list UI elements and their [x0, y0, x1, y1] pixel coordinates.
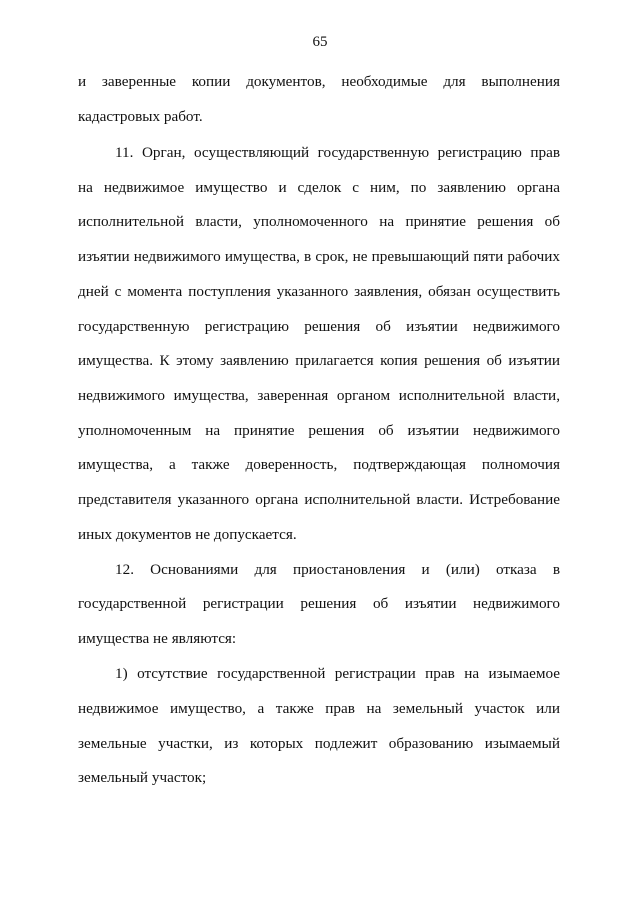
text-line: недвижимого имущества, заверенная органом исполнительной власти, [78, 387, 560, 404]
text-line: имущества. К этому заявлению прилагается копия решения об изъятии [78, 352, 560, 369]
text-line: дней с момента поступления указанного заявления, обязан осуществить [78, 283, 560, 300]
page-number: 65 [312, 34, 328, 50]
text-line: имущества не являются: [78, 630, 237, 647]
text-line: изъятии недвижимого имущества, в срок, не превышающий пяти рабочих [78, 248, 560, 265]
paragraph-12-first-line: 12. Основаниями для приостановления и (или) отказа в [115, 561, 560, 578]
text-line: уполномоченным на принятие решения об изъятии недвижимого [78, 422, 560, 439]
text-line: земельный участок; [78, 769, 207, 786]
text-line: государственной регистрации решения об изъятии недвижимого [78, 595, 560, 612]
text-line: имущества, а также доверенность, подтверждающая полномочия [78, 456, 560, 473]
text-line: государственную регистрацию решения об изъятии недвижимого [78, 318, 560, 335]
text-line: земельные участки, из которых подлежит образованию изымаемый [78, 735, 560, 752]
text-line: кадастровых работ. [78, 108, 203, 125]
text-line: недвижимое имущество, а также прав на земельный участок или [78, 700, 560, 717]
text-line: представителя указанного органа исполнительной власти. Истребование [78, 491, 560, 508]
paragraph-11-first-line: 11. Орган, осуществляющий государственную регистрацию прав [115, 144, 560, 161]
list-item-1-first-line: 1) отсутствие государственной регистрации прав на изымаемое [115, 665, 560, 682]
text-line: иных документов не допускается. [78, 526, 297, 543]
text-line: исполнительной власти, уполномоченного на принятие решения об [78, 213, 560, 230]
text-line: и заверенные копии документов, необходимые для выполнения [78, 73, 560, 90]
text-line: на недвижимое имущество и сделок с ним, по заявлению органа [78, 179, 560, 196]
